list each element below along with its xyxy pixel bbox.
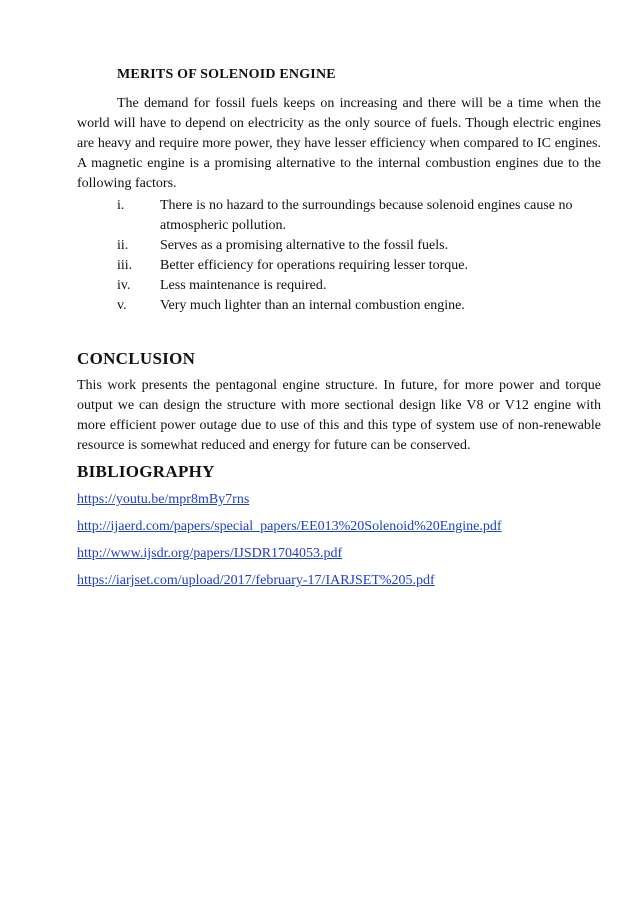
section-title-bibliography: BIBLIOGRAPHY [77,462,215,481]
list-item [117,296,601,316]
list-item-text: Very much lighter than an internal combustion engine. [160,298,465,313]
list-item [117,236,601,256]
list-item [77,490,502,510]
list-item [77,517,502,537]
list-item [77,544,502,564]
bibliography-list [77,490,502,598]
list-item [77,571,502,591]
list-number: iv. [117,278,131,293]
section-title-merits: MERITS OF SOLENOID ENGINE [117,67,336,82]
list-number: i. [117,198,125,213]
list-item [117,256,601,276]
bibliography-link[interactable]: https://youtu.be/mpr8mBy7rns [77,492,250,507]
list-item-text: Less maintenance is required. [160,278,327,293]
section-title-conclusion: CONCLUSION [77,349,196,368]
list-item-text: There is no hazard to the surroundings because solenoid engines cause no atmospheric pollution. [160,198,573,233]
list-item-text: Serves as a promising alternative to the fossil fuels. [160,238,449,253]
merits-intro-paragraph: The demand for fossil fuels keeps on increasing and there will be a time when the world will have to depend on electricity as the only source of fuels. Though electric engines are heavy and require more power, they have lesser efficiency when compared to IC engines. A magnetic engine is a promising alternative to the internal combustion engines due to the following factors. [77,96,601,191]
list-item [117,196,601,236]
bibliography-link[interactable]: http://www.ijsdr.org/papers/IJSDR1704053.pdf [77,546,343,561]
list-item [117,276,601,296]
list-number: v. [117,298,127,313]
list-number: iii. [117,258,133,273]
list-item-text: Better efficiency for operations requiring lesser torque. [160,258,469,273]
conclusion-paragraph: This work presents the pentagonal engine structure. In future, for more power and torque output we can design the structure with more sectional design like V8 or V12 engine with more efficient power outage due to use of this and this type of system use of non-renewable resource is somewhat reduced and energy for future can be conserved. [77,378,601,453]
bibliography-link[interactable]: http://ijaerd.com/papers/special_papers/EE013%20Solenoid%20Engine.pdf [77,519,502,534]
bibliography-link[interactable]: https://iarjset.com/upload/2017/february-17/IARJSET%205.pdf [77,573,435,588]
merits-list [117,196,601,316]
list-number: ii. [117,238,129,253]
